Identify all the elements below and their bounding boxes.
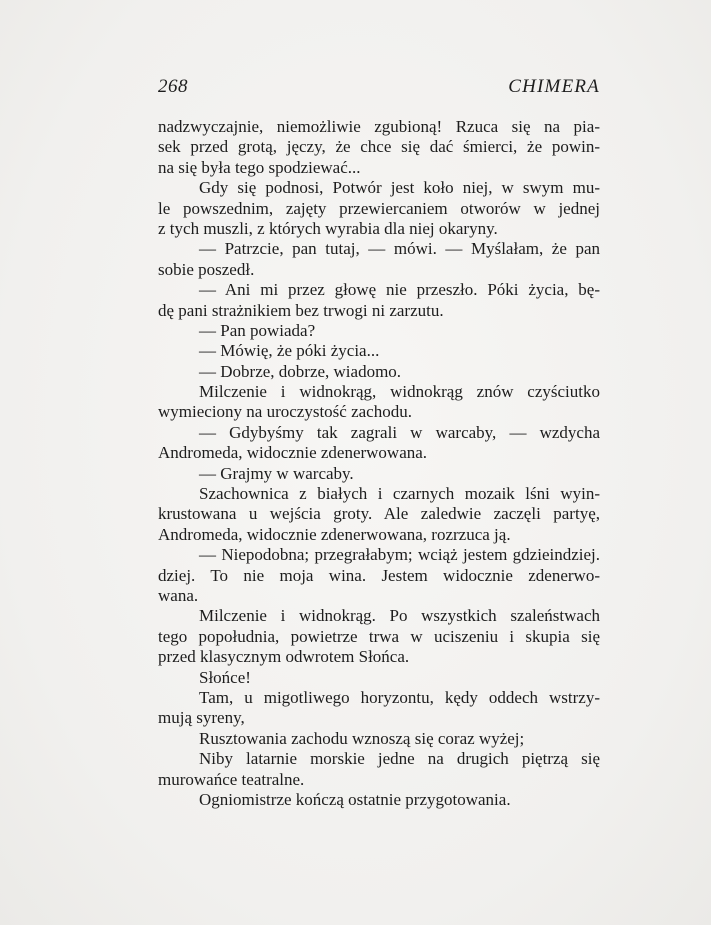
text-line: Słońce! [199, 667, 251, 687]
body-text [158, 117, 600, 810]
text-line: Szachownica z białych i czarnych mozaik lśni wyin- [199, 484, 600, 504]
text-line: — Gdybyśmy tak zagrali w warcaby, — wzdycha [199, 422, 600, 442]
text-line: przed klasycznym odwrotem Słońca. [158, 647, 410, 667]
text-line: murowańce teatralne. [158, 769, 305, 789]
text-line: Milczenie i widnokrąg, widnokrąg znów czyściutko [199, 382, 600, 402]
text-line: tego popołudnia, powietrze trwa w uciszeniu i skupia się [158, 626, 600, 646]
text-line: Rusztowania zachodu wznoszą się coraz wyżej; [199, 728, 525, 748]
text-line: — Niepodobna; przegrałabym; wciąż jestem gdzieindziej. [199, 545, 600, 565]
page-number: 268 [158, 76, 188, 97]
text-line: Andromeda, widocznie zdenerwowana. [158, 443, 428, 463]
text-line: — Dobrze, dobrze, wiadomo. [199, 361, 402, 381]
text-line: sek przed grotą, jęczy, że chce się dać śmierci, że powin- [158, 137, 600, 157]
text-line: Niby latarnie morskie jedne na drugich piętrzą się [199, 749, 600, 769]
text-line: — Grajmy w warcaby. [199, 463, 354, 483]
text-line: Milczenie i widnokrąg. Po wszystkich szaleństwach [199, 606, 600, 626]
text-line: — Ani mi przez głowę nie przeszło. Póki życia, bę- [199, 280, 600, 300]
page-header [158, 76, 600, 102]
text-line: wymieciony na uroczystość zachodu. [158, 402, 412, 422]
text-line: dę pani strażnikiem bez trwogi ni zarzutu. [158, 300, 444, 320]
text-line: na się była tego spodziewać... [158, 157, 361, 177]
text-line: z tych muszli, z których wyrabia dla niej okaryny. [158, 218, 498, 238]
text-line: le powszednim, zajęty przewiercaniem otworów w jednej [158, 198, 600, 218]
text-line: — Pan powiada? [199, 320, 316, 340]
text-line: nadzwyczajnie, niemożliwie zgubioną! Rzuca się na pia- [158, 117, 600, 136]
running-title: CHIMERA [508, 76, 600, 97]
text-line: — Patrzcie, pan tutaj, — mówi. — Myślałam, że pan [199, 239, 600, 259]
text-line: mują syreny, [158, 708, 245, 728]
text-line: Ogniomistrze kończą ostatnie przygotowania. [199, 789, 511, 809]
text-line: Andromeda, widocznie zdenerwowana, rozrzuca ją. [158, 524, 511, 544]
text-line: wana. [158, 585, 199, 605]
text-line: Gdy się podnosi, Potwór jest koło niej, w swym mu- [199, 178, 600, 198]
text-line: dziej. To nie moja wina. Jestem widocznie zdenerwo- [158, 565, 600, 585]
text-line: — Mówię, że póki życia... [199, 341, 380, 361]
text-line: krustowana u wejścia groty. Ale zaledwie zaczęli partyę, [158, 504, 600, 524]
text-line: Tam, u migotliwego horyzontu, kędy oddech wstrzy- [199, 687, 600, 707]
text-line: sobie poszedł. [158, 259, 255, 279]
